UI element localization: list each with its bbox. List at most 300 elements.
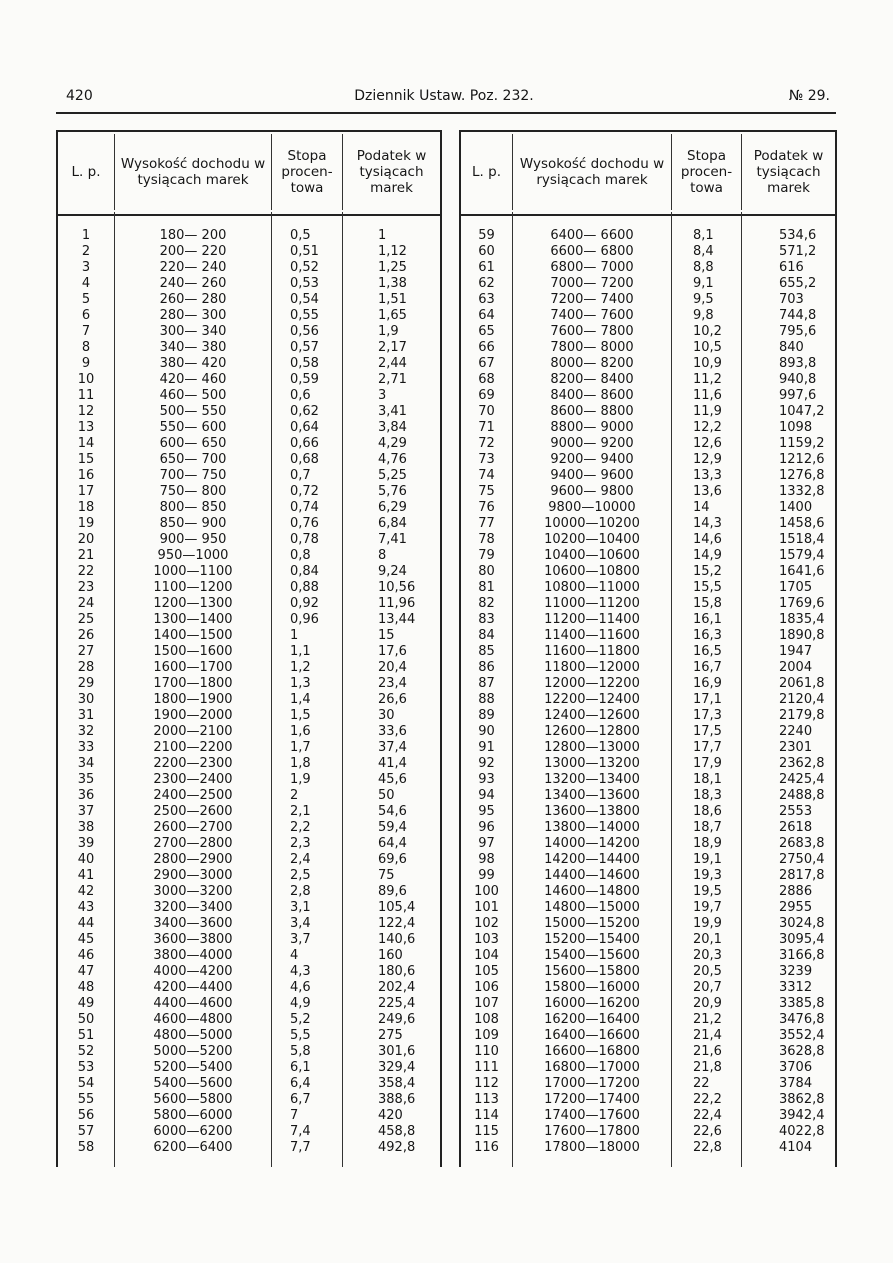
- income-range: 14200—14400: [544, 852, 640, 867]
- tax-rate: 7,4: [290, 1124, 311, 1139]
- tax-rate: 5,8: [290, 1044, 311, 1059]
- income-range: 7400— 7600: [550, 308, 634, 323]
- table-row: [461, 772, 835, 788]
- row-number: 69: [478, 388, 495, 403]
- row-number: 28: [77, 660, 95, 675]
- tax-amount: 1332,8: [779, 484, 825, 499]
- tax-amount: 329,4: [378, 1060, 416, 1075]
- tax-amount: 1400: [779, 500, 813, 515]
- tax-rate: 21,6: [693, 1044, 722, 1059]
- income-range: 16000—16200: [544, 996, 640, 1011]
- tax-amount: 1276,8: [779, 468, 825, 483]
- row-number: 112: [474, 1076, 499, 1091]
- income-range: 11600—11800: [544, 644, 640, 659]
- table-header: [58, 130, 440, 216]
- tax-rate: 0,59: [290, 372, 319, 387]
- tax-amount: 2362,8: [779, 756, 825, 771]
- table-row: [58, 1076, 440, 1092]
- row-number: 98: [478, 852, 495, 867]
- tax-amount: 458,8: [378, 1124, 416, 1139]
- tax-amount: 3024,8: [779, 916, 825, 931]
- tax-amount: 1579,4: [779, 548, 825, 563]
- tax-rate: 21,8: [693, 1060, 722, 1075]
- tax-rate: 20,5: [693, 964, 722, 979]
- tax-rate: 19,9: [693, 916, 722, 931]
- income-range: 3800—4000: [153, 948, 233, 963]
- row-number: 6: [81, 308, 91, 323]
- income-range: 7200— 7400: [550, 292, 634, 307]
- income-range: 2900—3000: [153, 868, 233, 883]
- table-row: [58, 484, 440, 500]
- income-range: 750— 800: [159, 484, 227, 499]
- income-range: 12800—13000: [544, 740, 640, 755]
- tax-rate: 0,72: [290, 484, 319, 499]
- tax-amount: 1,38: [378, 276, 407, 291]
- tax-amount: 358,4: [378, 1076, 416, 1091]
- tax-rate: 19,7: [693, 900, 722, 915]
- table-row: [58, 964, 440, 980]
- table-row: [58, 1124, 440, 1140]
- tax-rate: 20,1: [693, 932, 722, 947]
- table-row: [58, 868, 440, 884]
- page-header: [58, 88, 830, 110]
- table-row: [461, 292, 835, 308]
- table-row: [461, 724, 835, 740]
- table-row: [58, 500, 440, 516]
- tax-rate: 3,4: [290, 916, 311, 931]
- tax-rate: 0,53: [290, 276, 319, 291]
- row-number: 84: [478, 628, 495, 643]
- table-row: [461, 612, 835, 628]
- table-row: [461, 1012, 835, 1028]
- tax-amount: 2,71: [378, 372, 407, 387]
- tax-rate: 0,68: [290, 452, 319, 467]
- row-number: 31: [77, 708, 95, 723]
- row-number: 36: [77, 788, 95, 803]
- row-number: 15: [77, 452, 95, 467]
- income-range: 8600— 8800: [550, 404, 634, 419]
- row-number: 77: [478, 516, 495, 531]
- tax-amount: 2179,8: [779, 708, 825, 723]
- income-range: 1600—1700: [153, 660, 233, 675]
- tax-amount: 1,9: [378, 324, 399, 339]
- tax-amount: 1,25: [378, 260, 407, 275]
- tax-rate: 17,9: [693, 756, 722, 771]
- income-range: 300— 340: [159, 324, 227, 339]
- tax-rate: 10,9: [693, 356, 722, 371]
- table-row: [58, 564, 440, 580]
- row-number: 38: [77, 820, 95, 835]
- row-number: 55: [77, 1092, 95, 1107]
- income-range: 14600—14800: [544, 884, 640, 899]
- tax-rate: 9,1: [693, 276, 714, 291]
- tax-rate: 17,1: [693, 692, 722, 707]
- tax-amount: 3706: [779, 1060, 813, 1075]
- income-range: 180— 200: [159, 228, 227, 243]
- tax-rate: 6,1: [290, 1060, 311, 1075]
- income-range: 700— 750: [159, 468, 227, 483]
- tax-amount: 2553: [779, 804, 813, 819]
- tax-rate: 22,6: [693, 1124, 722, 1139]
- tax-amount: 3862,8: [779, 1092, 825, 1107]
- income-range: 6200—6400: [153, 1140, 233, 1155]
- row-number: 100: [474, 884, 499, 899]
- table-row: [58, 820, 440, 836]
- tax-amount: 2488,8: [779, 788, 825, 803]
- row-number: 64: [478, 308, 495, 323]
- tax-amount: 3784: [779, 1076, 813, 1091]
- row-number: 17: [77, 484, 95, 499]
- income-range: 1900—2000: [153, 708, 233, 723]
- table-row: [58, 420, 440, 436]
- tax-rate: 22,8: [693, 1140, 722, 1155]
- row-number: 24: [77, 596, 95, 611]
- table-row: [58, 1108, 440, 1124]
- tax-rate: 21,4: [693, 1028, 722, 1043]
- table-row: [58, 804, 440, 820]
- table-row: [58, 724, 440, 740]
- row-number: 70: [478, 404, 495, 419]
- tax-rate: 17,7: [693, 740, 722, 755]
- table-body: [58, 228, 440, 1156]
- tax-rate: 18,9: [693, 836, 722, 851]
- tax-amount: 2061,8: [779, 676, 825, 691]
- tax-amount: 616: [779, 260, 804, 275]
- tax-amount: 75: [378, 868, 395, 883]
- tax-amount: 2,17: [378, 340, 407, 355]
- row-number: 27: [77, 644, 95, 659]
- tax-amount: 4022,8: [779, 1124, 825, 1139]
- row-number: 46: [77, 948, 95, 963]
- tax-amount: 122,4: [378, 916, 416, 931]
- income-range: 260— 280: [159, 292, 227, 307]
- table-row: [58, 436, 440, 452]
- tax-amount: 30: [378, 708, 395, 723]
- header-rule: [56, 112, 836, 114]
- tax-amount: 7,41: [378, 532, 407, 547]
- row-number: 4: [81, 276, 91, 291]
- tax-rate: 1,3: [290, 676, 311, 691]
- income-range: 3200—3400: [153, 900, 233, 915]
- tax-rate: 0,52: [290, 260, 319, 275]
- table-row: [461, 1092, 835, 1108]
- table-row: [58, 1092, 440, 1108]
- tax-amount: 37,4: [378, 740, 407, 755]
- row-number: 111: [474, 1060, 499, 1075]
- tax-rate: 16,7: [693, 660, 722, 675]
- col-header-tax: Podatek w tysiącach marek: [753, 148, 824, 196]
- tax-amount: 202,4: [378, 980, 416, 995]
- table-row: [461, 644, 835, 660]
- row-number: 59: [478, 228, 495, 243]
- tax-rate: 0,8: [290, 548, 311, 563]
- tax-rate: 15,2: [693, 564, 722, 579]
- tax-rate: 0,92: [290, 596, 319, 611]
- tax-amount: 180,6: [378, 964, 416, 979]
- row-number: 74: [478, 468, 495, 483]
- tax-amount: 6,29: [378, 500, 407, 515]
- table-row: [58, 324, 440, 340]
- income-range: 4200—4400: [153, 980, 233, 995]
- tax-amount: 8: [378, 548, 387, 563]
- income-range: 2000—2100: [153, 724, 233, 739]
- row-number: 94: [478, 788, 495, 803]
- tax-rate: 16,3: [693, 628, 722, 643]
- row-number: 3: [81, 260, 91, 275]
- tax-rate: 0,5: [290, 228, 311, 243]
- row-number: 41: [77, 868, 95, 883]
- row-number: 56: [77, 1108, 95, 1123]
- tax-rate: 20,7: [693, 980, 722, 995]
- tax-rate: 8,8: [693, 260, 714, 275]
- tax-amount: 3628,8: [779, 1044, 825, 1059]
- tax-rate: 0,78: [290, 532, 319, 547]
- table-row: [461, 628, 835, 644]
- income-range: 2700—2800: [153, 836, 233, 851]
- row-number: 99: [478, 868, 495, 883]
- tax-amount: 492,8: [378, 1140, 416, 1155]
- row-number: 18: [77, 500, 95, 515]
- tax-amount: 1212,6: [779, 452, 825, 467]
- tax-amount: 420: [378, 1108, 403, 1123]
- row-number: 23: [77, 580, 95, 595]
- tax-amount: 997,6: [779, 388, 817, 403]
- table-row: [58, 1060, 440, 1076]
- tax-rate: 15,5: [693, 580, 722, 595]
- col-header-income: Wysokość dochodu w tysiącach marek: [115, 134, 272, 210]
- row-number: 57: [77, 1124, 95, 1139]
- table-row: [58, 532, 440, 548]
- row-number: 114: [474, 1108, 499, 1123]
- row-number: 47: [77, 964, 95, 979]
- income-range: 2300—2400: [153, 772, 233, 787]
- table-row: [58, 852, 440, 868]
- table-row: [58, 628, 440, 644]
- row-number: 71: [478, 420, 495, 435]
- income-range: 4000—4200: [153, 964, 233, 979]
- row-number: 78: [478, 532, 495, 547]
- tax-amount: 795,6: [779, 324, 817, 339]
- income-range: 11400—11600: [544, 628, 640, 643]
- table-row: [58, 244, 440, 260]
- tax-rate: 12,6: [693, 436, 722, 451]
- row-number: 37: [77, 804, 95, 819]
- table-row: [461, 260, 835, 276]
- row-number: 67: [478, 356, 495, 371]
- income-range: 5200—5400: [153, 1060, 233, 1075]
- tax-amount: 2618: [779, 820, 813, 835]
- tax-rate: 13,6: [693, 484, 722, 499]
- income-range: 2500—2600: [153, 804, 233, 819]
- tax-amount: 1769,6: [779, 596, 825, 611]
- income-range: 13400—13600: [544, 788, 640, 803]
- table-row: [58, 644, 440, 660]
- row-number: 30: [77, 692, 95, 707]
- row-number: 97: [478, 836, 495, 851]
- row-number: 16: [77, 468, 95, 483]
- table-row: [58, 708, 440, 724]
- tax-amount: 69,6: [378, 852, 407, 867]
- row-number: 19: [77, 516, 95, 531]
- tax-amount: 160: [378, 948, 403, 963]
- tax-rate: 17,5: [693, 724, 722, 739]
- income-range: 240— 260: [159, 276, 227, 291]
- tax-amount: 225,4: [378, 996, 416, 1011]
- tax-rate: 21,2: [693, 1012, 722, 1027]
- tax-rate: 0,56: [290, 324, 319, 339]
- tax-amount: 3942,4: [779, 1108, 825, 1123]
- tax-rate: 2,4: [290, 852, 311, 867]
- income-range: 15400—15600: [544, 948, 640, 963]
- row-number: 106: [474, 980, 499, 995]
- row-number: 54: [77, 1076, 95, 1091]
- tax-rate: 0,88: [290, 580, 319, 595]
- table-row: [461, 1044, 835, 1060]
- income-range: 1500—1600: [153, 644, 233, 659]
- income-range: 10200—10400: [544, 532, 640, 547]
- row-number: 62: [478, 276, 495, 291]
- row-number: 35: [77, 772, 95, 787]
- row-number: 20: [77, 532, 95, 547]
- row-number: 33: [77, 740, 95, 755]
- row-number: 1: [81, 228, 91, 243]
- table-row: [461, 436, 835, 452]
- income-range: 650— 700: [159, 452, 227, 467]
- tax-rate: 0,84: [290, 564, 319, 579]
- col-header-rate: Stopa procen- towa: [272, 134, 343, 210]
- income-range: 1800—1900: [153, 692, 233, 707]
- row-number: 25: [77, 612, 95, 627]
- row-number: 14: [77, 436, 95, 451]
- income-range: 5000—5200: [153, 1044, 233, 1059]
- row-number: 58: [77, 1140, 95, 1155]
- row-number: 81: [478, 580, 495, 595]
- row-number: 61: [478, 260, 495, 275]
- table-row: [461, 468, 835, 484]
- tax-rate: 0,57: [290, 340, 319, 355]
- tax-rate: 3,7: [290, 932, 311, 947]
- row-number: 13: [77, 420, 95, 435]
- row-number: 92: [478, 756, 495, 771]
- row-number: 115: [474, 1124, 499, 1139]
- tax-rate: 14: [693, 500, 710, 515]
- income-range: 13800—14000: [544, 820, 640, 835]
- col-header-tax: Podatek w tysiącach marek: [356, 148, 427, 196]
- income-range: 850— 900: [159, 516, 227, 531]
- income-range: 2100—2200: [153, 740, 233, 755]
- row-number: 51: [77, 1028, 95, 1043]
- tax-amount: 744,8: [779, 308, 817, 323]
- row-number: 49: [77, 996, 95, 1011]
- income-range: 9600— 9800: [550, 484, 634, 499]
- tax-rate: 20,9: [693, 996, 722, 1011]
- tax-amount: 1835,4: [779, 612, 825, 627]
- tax-rate: 17,3: [693, 708, 722, 723]
- table-row: [461, 932, 835, 948]
- tax-amount: 140,6: [378, 932, 416, 947]
- income-range: 500— 550: [159, 404, 227, 419]
- income-range: 460— 500: [159, 388, 227, 403]
- tax-rate: 0,74: [290, 500, 319, 515]
- tax-rate: 9,5: [693, 292, 714, 307]
- row-number: 103: [474, 932, 499, 947]
- income-range: 14000—14200: [544, 836, 640, 851]
- tax-amount: 1: [378, 228, 387, 243]
- income-range: 3000—3200: [153, 884, 233, 899]
- table-row: [58, 308, 440, 324]
- tax-rate: 9,8: [693, 308, 714, 323]
- row-number: 63: [478, 292, 495, 307]
- row-number: 32: [77, 724, 95, 739]
- income-range: 16200—16400: [544, 1012, 640, 1027]
- income-range: 17000—17200: [544, 1076, 640, 1091]
- tax-amount: 3: [378, 388, 387, 403]
- table-row: [461, 308, 835, 324]
- tax-amount: 4,29: [378, 436, 407, 451]
- table-row: [58, 1012, 440, 1028]
- tax-rate: 12,9: [693, 452, 722, 467]
- income-range: 6400— 6600: [550, 228, 634, 243]
- col-header-lp: L. p.: [58, 134, 115, 210]
- table-row: [58, 516, 440, 532]
- row-number: 76: [478, 500, 495, 515]
- tax-amount: 2120,4: [779, 692, 825, 707]
- income-range: 9400— 9600: [550, 468, 634, 483]
- income-range: 1100—1200: [153, 580, 233, 595]
- tax-amount: 2683,8: [779, 836, 825, 851]
- tax-rate: 0,51: [290, 244, 319, 259]
- table-row: [461, 388, 835, 404]
- income-range: 200— 220: [159, 244, 227, 259]
- tax-rate: 8,1: [693, 228, 714, 243]
- tax-amount: 3,84: [378, 420, 407, 435]
- tax-rate: 8,4: [693, 244, 714, 259]
- income-range: 9200— 9400: [550, 452, 634, 467]
- tax-rate: 18,6: [693, 804, 722, 819]
- tax-rate: 6,4: [290, 1076, 311, 1091]
- tax-amount: 1518,4: [779, 532, 825, 547]
- table-row: [58, 1044, 440, 1060]
- tax-rate: 1,6: [290, 724, 311, 739]
- tax-rate: 18,1: [693, 772, 722, 787]
- table-row: [461, 548, 835, 564]
- income-range: 7000— 7200: [550, 276, 634, 291]
- tax-amount: 893,8: [779, 356, 817, 371]
- income-range: 14400—14600: [544, 868, 640, 883]
- table-row: [461, 756, 835, 772]
- income-range: 3400—3600: [153, 916, 233, 931]
- income-range: 340— 380: [159, 340, 227, 355]
- income-range: 5600—5800: [153, 1092, 233, 1107]
- tax-rate: 4,6: [290, 980, 311, 995]
- income-range: 2800—2900: [153, 852, 233, 867]
- income-range: 8200— 8400: [550, 372, 634, 387]
- row-number: 66: [478, 340, 495, 355]
- table-row: [58, 1028, 440, 1044]
- table-row: [461, 340, 835, 356]
- tax-rate: 20,3: [693, 948, 722, 963]
- income-range: 5400—5600: [153, 1076, 233, 1091]
- tax-rate: 10,2: [693, 324, 722, 339]
- row-number: 89: [478, 708, 495, 723]
- income-range: 11800—12000: [544, 660, 640, 675]
- row-number: 79: [478, 548, 495, 563]
- table-row: [461, 244, 835, 260]
- income-range: 17200—17400: [544, 1092, 640, 1107]
- income-range: 4600—4800: [153, 1012, 233, 1027]
- tax-amount: 840: [779, 340, 804, 355]
- table-row: [461, 420, 835, 436]
